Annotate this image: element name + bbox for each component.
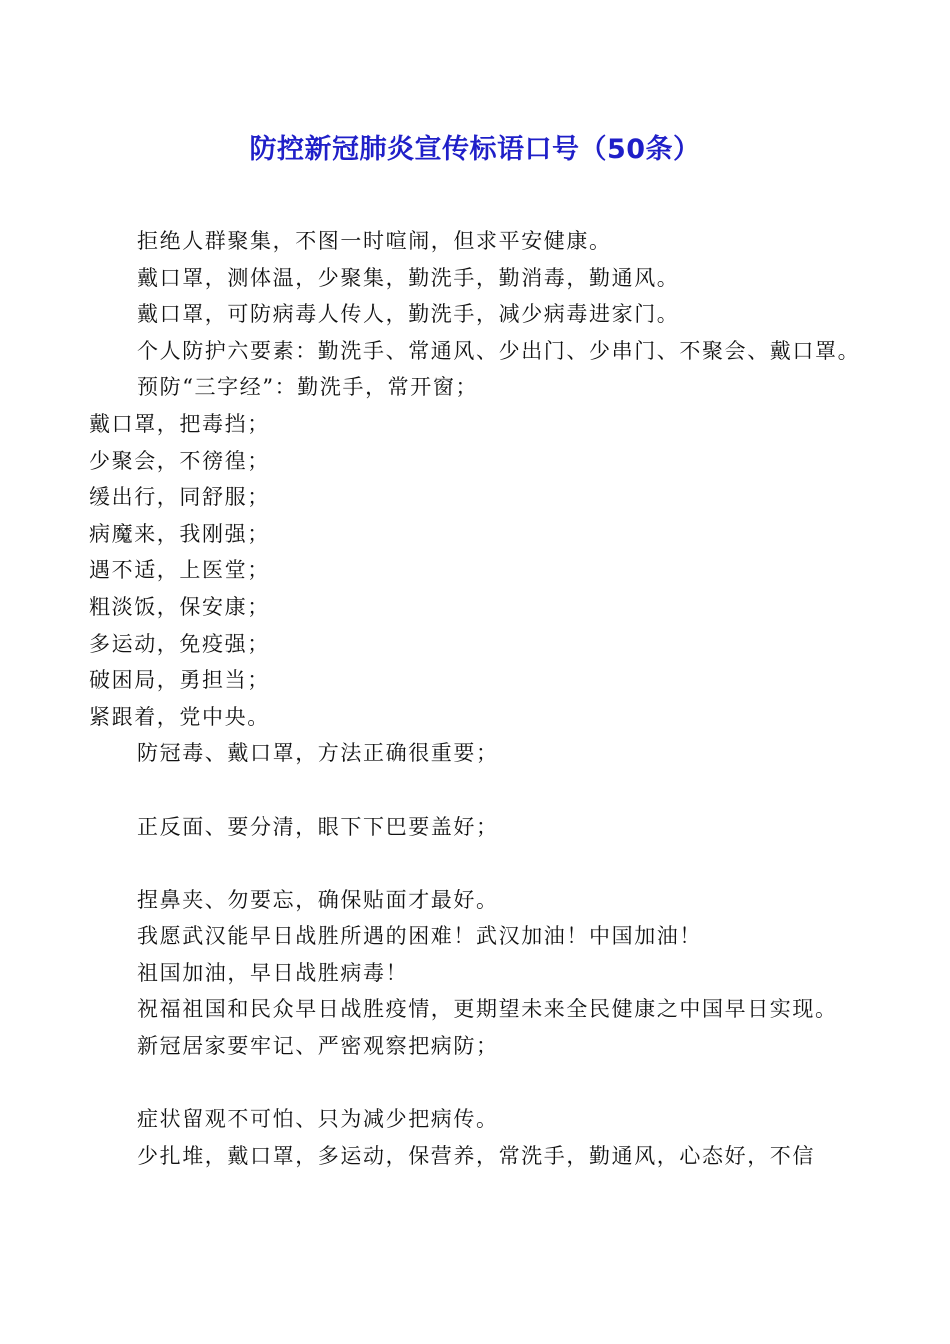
paragraph: 祝福祖国和民众早日战胜疫情，更期望未来全民健康之中国早日实现。 xyxy=(137,997,838,1022)
paragraph: 拒绝人群聚集，不图一时喧闹，但求平安健康。 xyxy=(137,229,612,253)
paragraph: 捏鼻夹、勿要忘，确保贴面才最好。 xyxy=(137,887,499,912)
paragraph: 少扎堆，戴口罩，多运动，保营养，常洗手，勤通风，心态好，不信 xyxy=(137,1143,815,1168)
verse-line: 破困局，勇担当； xyxy=(89,668,270,693)
paragraph: 新冠居家要牢记、严密观察把病防； xyxy=(137,1034,499,1059)
verse-line: 少聚会，不徬徨； xyxy=(89,448,270,473)
paragraph: 防冠毒、戴口罩，方法正确很重要； xyxy=(137,741,499,766)
verse-line: 戴口罩，把毒挡； xyxy=(89,411,270,436)
verse-line: 病魔来，我刚强； xyxy=(89,521,270,546)
blank-line xyxy=(89,1065,864,1102)
blank-line xyxy=(89,772,864,809)
paragraph: 预防“三字经”：勤洗手，常开窗； xyxy=(137,375,479,400)
verse-line: 粗淡饭，保安康； xyxy=(89,594,270,619)
document-body xyxy=(89,223,864,1174)
paragraph: 症状留观不可怕、只为减少把病传。 xyxy=(137,1107,499,1132)
paragraph: 戴口罩，可防病毒人传人，勤洗手，减少病毒进家门。 xyxy=(137,302,680,327)
document-title: 防控新冠肺炎宣传标语口号（50条） xyxy=(249,134,701,165)
verse-line: 缓出行，同舒服； xyxy=(89,485,270,510)
blank-line xyxy=(89,845,864,882)
verse-line: 遇不适，上医堂； xyxy=(89,558,270,583)
verse-line: 多运动，免疫强； xyxy=(89,631,270,656)
paragraph: 我愿武汉能早日战胜所遇的困难！武汉加油！中国加油！ xyxy=(137,924,702,949)
verse-line: 紧跟着，党中央。 xyxy=(89,704,270,729)
paragraph: 个人防护六要素：勤洗手、常通风、少出门、少串门、不聚会、戴口罩。 xyxy=(137,338,861,363)
paragraph: 正反面、要分清，眼下下巴要盖好； xyxy=(137,814,499,839)
paragraph: 戴口罩，测体温，少聚集，勤洗手，勤消毒，勤通风。 xyxy=(137,265,680,290)
paragraph: 祖国加油，早日战胜病毒！ xyxy=(137,960,409,985)
